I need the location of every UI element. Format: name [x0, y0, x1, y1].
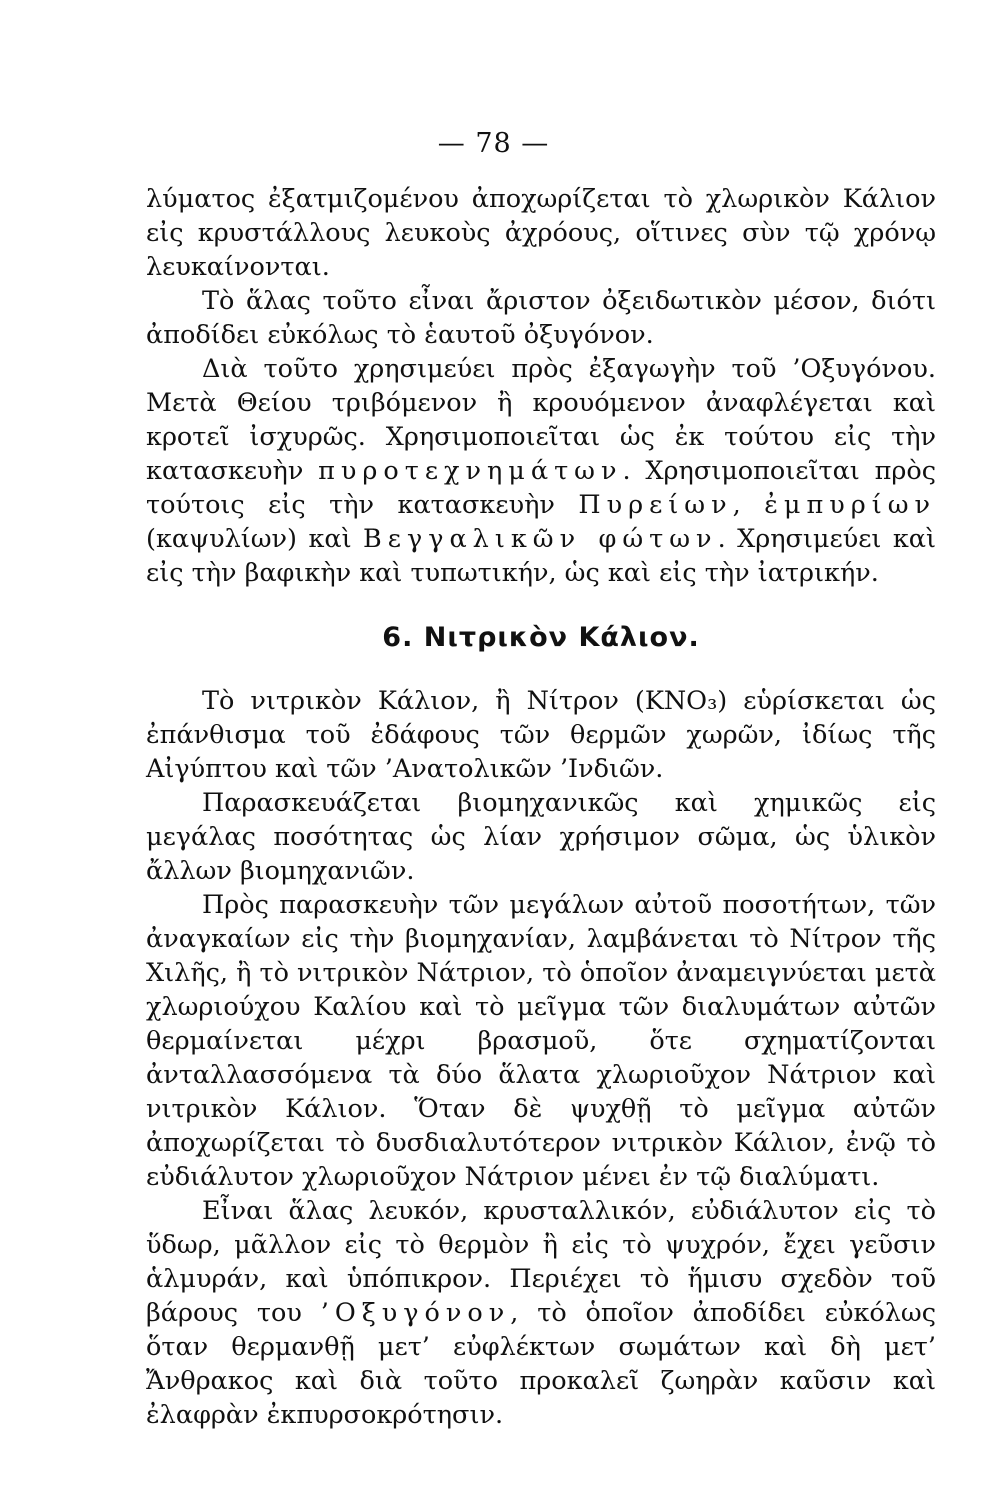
page-number: — 78 — — [437, 128, 550, 159]
text-run: , τὸ ὁποῖον ἀποδίδει εὐκόλως ὅταν θερμανθῇ μετ’ εὐφλέκτων σωμάτων καὶ δὴ μετ’ Ἄνθρακος καὶ διὰ τοῦτο προκαλεῖ ζωηρὰν καῦσιν καὶ ἐλαφρὰν ἐκπυρσοκρότησιν. — [146, 1298, 936, 1430]
text-run: λύματος ἐξατμιζομένου ἀποχωρίζεται τὸ χλωρικὸν Κάλιον εἰς κρυστάλλους λευκοὺς ἀχρόους, οἵτινες σὺν τῷ χρόνῳ λευκαίνονται. — [146, 184, 936, 282]
paragraph — [146, 1194, 936, 1432]
spaced-term: πυροτεχνημάτων — [318, 456, 623, 486]
text-run: Πρὸς παρασκευὴν τῶν μεγάλων αὐτοῦ ποσοτήτων, τῶν ἀναγκαίων εἰς τὴν βιομηχανίαν, λαμβάνεται τὸ Νίτρον τῆς Χιλῆς, ἢ τὸ νιτρικὸν Νάτριον, τὸ ὁποῖον ἀναμειγνύεται μετὰ χλωριούχου Καλίου καὶ τὸ μεῖγμα τῶν διαλυμάτων αὐτῶν θερμαίνεται μέχρι βρασμοῦ, ὅτε σχηματίζονται ἀνταλλασσόμενα τὰ δύο ἅλατα χλωριοῦχον Νάτριον καὶ νιτρικὸν Κάλιον. Ὅταν δὲ ψυχθῇ τὸ μεῖγμα αὐτῶν ἀποχωρίζεται τὸ δυσδιαλυτότερον νιτρικὸν Κάλιον, ἐνῷ τὸ εὐδιάλυτον χλωριοῦχον Νάτριον μένει ἐν τῷ διαλύματι. — [146, 890, 936, 1192]
paragraph — [146, 352, 936, 590]
text-block-top — [146, 182, 936, 590]
spaced-term: ἐμπυρίων — [764, 490, 936, 520]
spaced-term: Πυρείων — [578, 490, 733, 520]
text-block-bottom — [146, 684, 936, 1432]
text-run: Εἶναι ἅλας λευκόν, κρυσταλλικόν, εὐδιάλυτον εἰς τὸ ὕδωρ, μᾶλλον εἰς τὸ θερμὸν ἢ εἰς τὸ ψυχρόν, ἔχει γεῦσιν ἁλμυράν, καὶ ὑπόπικρον. Περιέχει τὸ ἥμισυ σχεδὸν τοῦ βάρους του — [146, 1196, 936, 1328]
spaced-term: Βεγγαλικῶν φώτων — [363, 524, 718, 554]
text-run: Διὰ τοῦτο χρησιμεύει πρὸς ἐξαγωγὴν τοῦ ’Οξυγόνου. Μετὰ Θείου τριβόμενον ἢ κρουόμενον ἀναφλέγεται καὶ κροτεῖ ἰσχυρῶς. Χρησιμοποιεῖται ὡς ἐκ τούτου εἰς τὴν κατασκευὴν — [146, 354, 936, 486]
text-run: . Χρησιμοποιεῖται πρὸς τούτοις εἰς τὴν κατασκευὴν — [146, 456, 936, 520]
text-run: Τὸ νιτρικὸν Κάλιον, ἢ Νίτρον (KNO₃) εὑρίσκεται ὡς ἐπάνθισμα τοῦ ἐδάφους τῶν θερμῶν χωρῶν, ἰδίως τῆς Αἰγύπτου καὶ τῶν ’Ανατολικῶν ’Ινδιῶν. — [146, 686, 936, 784]
text-run: Παρασκευάζεται βιομηχανικῶς καὶ χημικῶς εἰς μεγάλας ποσότητας ὡς λίαν χρήσιμον σῶμα, ὡς ὑλικὸν ἄλλων βιομηχανιῶν. — [146, 788, 936, 886]
paragraph — [146, 786, 936, 888]
text-run: (καψυλίων) καὶ — [146, 524, 364, 554]
paragraph — [146, 284, 936, 352]
spaced-term: ’Οξυγόνον — [320, 1298, 511, 1328]
paragraph — [146, 182, 936, 284]
text-run: Τὸ ἅλας τοῦτο εἶναι ἄριστον ὀξειδωτικὸν μέσον, διότι ἀποδίδει εὐκόλως τὸ ἑαυτοῦ ὀξυγόνον. — [146, 286, 936, 350]
paragraph — [146, 684, 936, 786]
paragraph — [146, 888, 936, 1194]
section-heading: 6. Νιτρικὸν Κάλιον. — [382, 622, 700, 653]
text-run: , — [732, 490, 765, 520]
text-run: . Χρησιμεύει καὶ εἰς τὴν βαφικὴν καὶ τυπωτικήν, ὡς καὶ εἰς τὴν ἰατρικήν. — [146, 524, 937, 588]
